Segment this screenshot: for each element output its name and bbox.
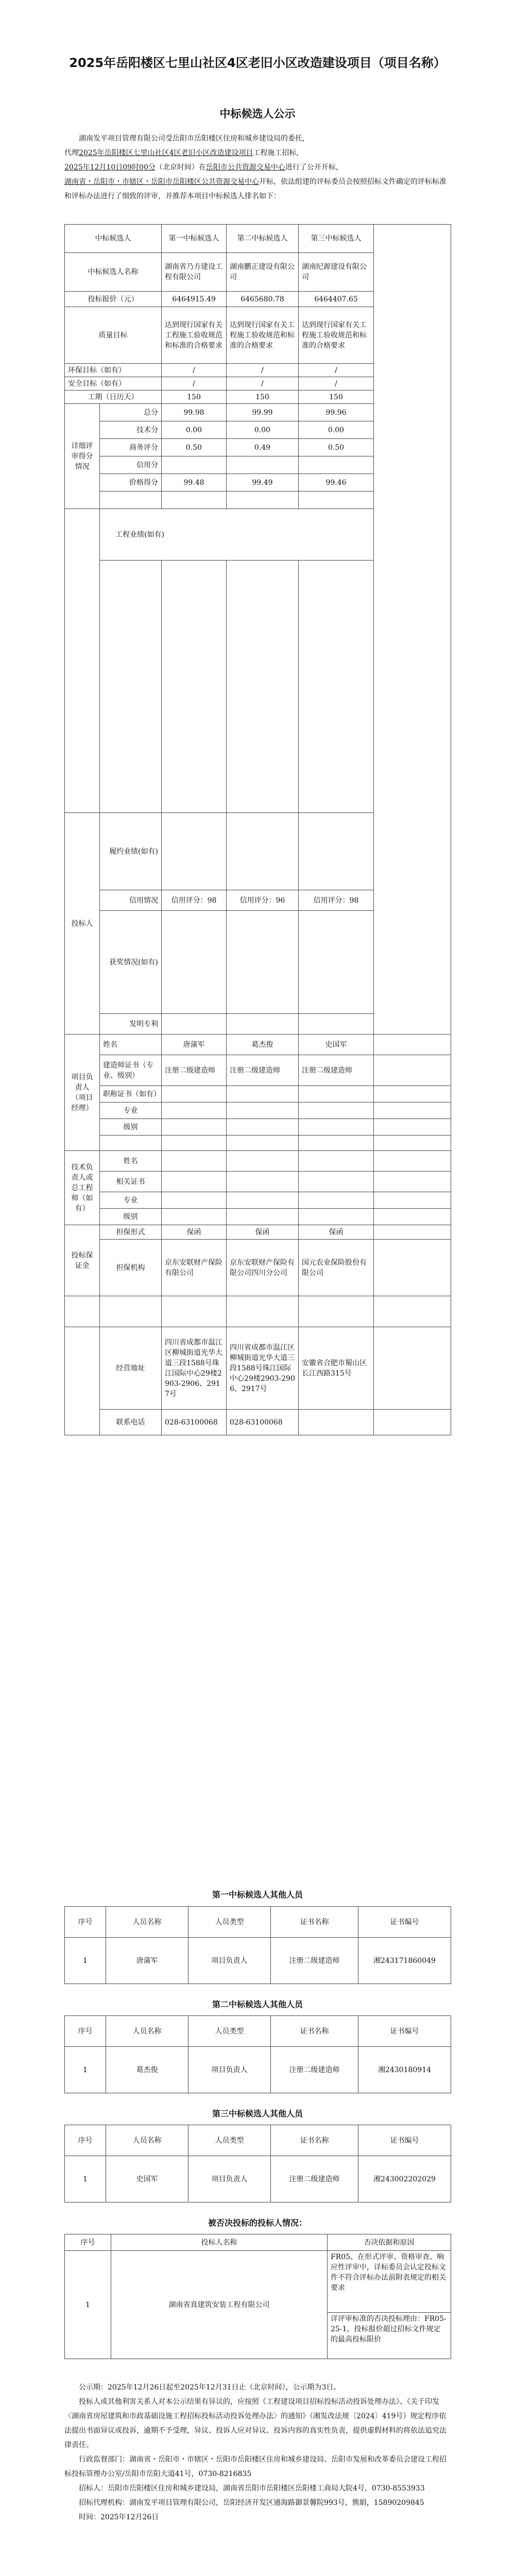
table-row: 技术分 0.00 0.00 0.00 xyxy=(65,421,451,439)
intro-paragraph xyxy=(64,131,448,204)
table-row: 专业 xyxy=(65,1103,451,1119)
intro-line: 湖南发平项目管理有限公司受岳阳市岳阳楼区住房和城乡建设局的委托, xyxy=(79,134,305,143)
table-row: 安全目标（如有） / / / xyxy=(65,377,451,391)
table-row: 序号 人员名称 人员类型 证书名称 证书编号 xyxy=(65,2016,451,2047)
rejected-bidder-name: 湖南省真建筑安装工程有限公司 xyxy=(111,2251,328,2359)
table-row: 序号 人员名称 人员类型 证书名称 证书编号 xyxy=(65,2125,451,2156)
staff-table xyxy=(64,2015,451,2093)
table-row: 中标候选人 第一中标候选人 第二中标候选人 第三中标候选人 xyxy=(65,225,451,253)
table-row: 投标保证金 担保形式 保函 保函 保函 xyxy=(65,1225,451,1240)
table-row: 信用情况 信用评分：98 信用评分：96 信用评分：98 xyxy=(65,890,451,911)
table-row: 担保机构 京东安联财产保险有限公司 京东安联财产保险有限公司四川分公司 国元农业保险股份有限公司 xyxy=(65,1240,451,1296)
page-title: 2025年岳阳楼区七里山社区4区老旧小区改造建设项目（项目名称） xyxy=(69,56,446,70)
bidder-name: 湖南鹏正建设有限公司 xyxy=(227,253,299,292)
table-row: 项目负责人（项目经理） 姓名 唐蒲军 葛杰俊 史国军 xyxy=(65,1035,451,1055)
section-title: 第一中标候选人其他人员 xyxy=(212,1890,303,1900)
candidates-table xyxy=(64,224,451,1435)
table-row: 1 史国军 项目负责人 注册二级建造师 湘243002202029 xyxy=(65,2156,451,2202)
section-title: 第三中标候选人其他人员 xyxy=(212,2109,303,2119)
table-row: 环保目标（如有） / / / xyxy=(65,364,451,377)
objection-notice: 投标人或其他利害关系人对本公示结果有异议的，应按照《工程建设项目招标投标活动投诉处理办法》、《关于印发〈湖南省房屋建筑和市政基础设施工程招标投标活动投诉处理办法〉的通知》（湘发改法规〔2024〕419号）规定程序依法提出书面异议或投诉，逾期不予受理，异议、投诉人应对异议、投诉内容的真实性负责，提供虚假材料的将依法追究法律责任。 xyxy=(64,2398,447,2449)
intro-line: 湖南省・岳阳市・市辖区・岳阳市岳阳楼区公共资源交易中心开标，依法组建的评标委员会按照招标文件确定的评标标准和评标办法进行了细致的评审，并推荐本项目中标候选人排名如下： xyxy=(64,178,447,200)
table-row: 获奖情况(如有) xyxy=(65,911,451,1014)
supervision-dept: 行政监督部门：湖南省・岳阳市・市辖区・岳阳市岳阳楼区住房和城乡建设局、岳阳市发展和改革委员会建设工程招标投标管理办公室/岳阳市岳阳大道41号，0730-8216835 xyxy=(64,2455,447,2478)
section-title: 第二中标候选人其他人员 xyxy=(212,1999,303,2009)
tenderer-info: 招标人：岳阳市岳阳楼区住房和城乡建设局，湖南省岳阳市岳阳楼区岳阳楼工商局大院4号，0730-8553933 xyxy=(79,2484,425,2493)
bidder-name: 湖南纪源建设有限公司 xyxy=(299,253,374,292)
table-row: 价格得分 99.48 99.49 99.46 xyxy=(65,474,451,492)
table-row: 发明专利 xyxy=(65,1014,451,1035)
publish-date: 时间：2025年12月26日 xyxy=(79,2513,159,2521)
staff-table xyxy=(64,1906,451,1984)
bidder-name: 湖南省乃方建设工程有限公司 xyxy=(162,253,227,292)
pm-name: 唐蒲军 xyxy=(162,1035,227,1055)
pm-name: 葛杰俊 xyxy=(227,1035,299,1055)
table-row: 建造师证书（专业、级别） 注册二级建造师 注册二级建造师 注册二级建造师 xyxy=(65,1055,451,1086)
table-row: 质量目标 达到现行国家有关工程施工验收规范和标准的合格要求 达到现行国家有关工程施工验收规范和标准的合格要求 达到现行国家有关工程施工验收规范和标准的合格要求 xyxy=(65,307,451,364)
project-name: 2025年岳阳楼区七里山社区4区老旧小区改造建设项目 xyxy=(79,149,253,157)
table-row: 投标人 履约业绩(如有) xyxy=(65,813,451,890)
table-row: 中标候选人名称 湖南省乃方建设工程有限公司 湖南鹏正建设有限公司 湖南纪源建设有限公司 xyxy=(65,253,451,292)
rejected-table xyxy=(64,2234,451,2359)
table-row: 相关证书 xyxy=(65,1172,451,1192)
table-row: 工期（日历天） 150 150 150 xyxy=(65,391,451,404)
table-row xyxy=(65,1296,451,1327)
table-row: 投标报价（元） 6464915.49 6465680.78 6464407.65 xyxy=(65,292,451,307)
agency-info: 招标代理机构：湖南发平项目管理有限公司，岳阳经济开发区通海路御景馨院993号，熊娟，15890209845 xyxy=(79,2499,424,2507)
bid-open-place: 岳阳市公共资源交易中心 xyxy=(205,163,285,172)
bid-open-time: 2025年12月10日09时00分 xyxy=(64,163,156,172)
table-row: 职称证书（如有） xyxy=(65,1086,451,1103)
table-row: 经营地址 四川省成都市温江区柳城街道光华大道三段1588号珠江国际中心29楼2903-2906、2917号 四川省成都市温江区柳城街道光华大道三段1588号珠江国际中心29楼2903-2906、2917号 安徽省合肥市蜀山区长江西路315号 xyxy=(65,1327,451,1410)
table-row: 详细评审得分情况 总分 99.98 99.99 99.96 xyxy=(65,404,451,421)
table-row: 技术负责人或总工程师（如有） 姓名 xyxy=(65,1151,451,1172)
staff-table xyxy=(64,2125,451,2202)
table-row: 1 唐蒲军 项目负责人 注册二级建造师 湘243171860049 xyxy=(65,1938,451,1984)
table-row: 1 葛杰俊 项目负责人 注册二级建造师 湘2430180914 xyxy=(65,2047,451,2093)
publicity-period: 公示期：2025年12月26日起至2025年12月31日止（北京时间），公示期为3日。 xyxy=(79,2383,341,2392)
table-row: 专业 xyxy=(65,1192,451,1209)
table-row: 序号 人员名称 人员类型 证书名称 证书编号 xyxy=(65,1907,451,1938)
table-row: 商务评分 0.50 0.49 0.50 xyxy=(65,439,451,456)
table-row xyxy=(65,1136,451,1151)
table-row: 级别 xyxy=(65,1119,451,1136)
closing-notes xyxy=(64,2380,448,2524)
table-row: 工程业绩(如有) xyxy=(65,509,451,561)
intro-line: 代理2025年岳阳楼区七里山社区4区老旧小区改造建设项目工程施工招标, xyxy=(64,149,299,157)
table-row: 联系电话 028-63100068 028-63100068 xyxy=(65,1410,451,1435)
pm-name: 史国军 xyxy=(299,1035,374,1055)
table-row: 详评审标准的否决投标理由：FR05-25-1，投标报价超过招标文件规定的最高投标限价 xyxy=(65,2313,451,2359)
table-row: 序号 投标人名称 否决依据和原因 xyxy=(65,2234,451,2251)
page-subtitle: 中标候选人公示 xyxy=(219,108,296,120)
intro-line: 2025年12月10日09时00分（北京时间）在岳阳市公共资源交易中心进行了公开开标， xyxy=(64,163,343,172)
section-title: 被否决投标的投标人情况： xyxy=(208,2218,307,2228)
table-row: 1 湖南省真建筑安装工程有限公司 FR05、在形式评审、资格审查、响应性评审中，详标委员会认定投标文件不符合评标办法前附表规定的相关要求 xyxy=(65,2251,451,2313)
table-row: 级别 xyxy=(65,1209,451,1225)
table-row: 信用分 xyxy=(65,456,451,474)
